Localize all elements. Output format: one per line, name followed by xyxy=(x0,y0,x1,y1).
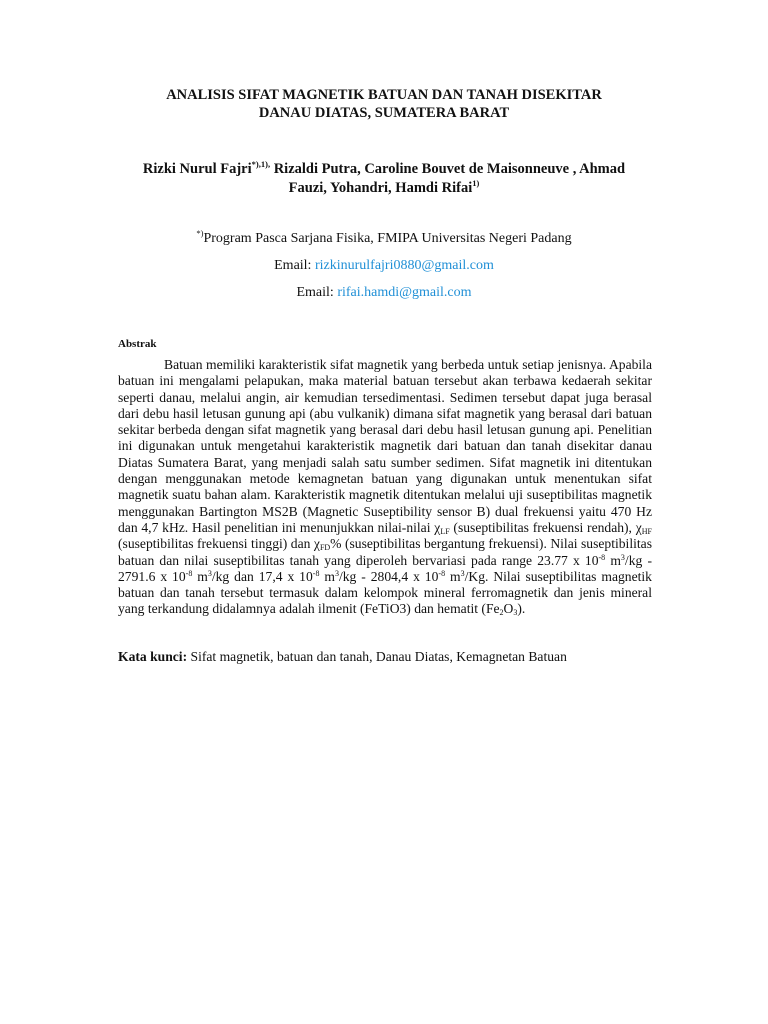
chi-fd-subscript: FD xyxy=(319,543,331,553)
authors-middle: Rizaldi Putra, Caroline Bouvet de Maisonneuve , Ahmad xyxy=(270,161,626,177)
email-label: Email: xyxy=(274,258,315,273)
hematite-o: O xyxy=(503,601,514,617)
author-first: Rizki Nurul Fajri xyxy=(142,161,252,177)
chi-lf-subscript: LF xyxy=(440,526,450,536)
abstract-text-8: /Kg. Nilai suseptibilitas magnetik batuan dan tanah tersebut termasuk dalam kelompok mineral ferromagnetik dan jenis mineral yang terkandung didalamnya adalah ilmenit (FeTiO3) dan hematit (Fe xyxy=(118,568,652,617)
unit-m: m xyxy=(605,552,621,568)
chi-hf-subscript: HF xyxy=(641,526,652,536)
chi-symbol: χ xyxy=(434,519,441,535)
affiliation xyxy=(118,230,650,248)
keywords-text: Sifat magnetik, batuan dan tanah, Danau Diatas, Kemagnetan Batuan xyxy=(187,649,567,664)
paper-title xyxy=(118,86,650,122)
affiliation-text: Program Pasca Sarjana Fisika, FMIPA Universitas Negeri Padang xyxy=(203,231,572,246)
chi-symbol: χ xyxy=(313,536,320,552)
hematite-subscript-2: 2 xyxy=(499,608,504,618)
abstract-text-5: /kg - 2791.6 x 10 xyxy=(118,552,652,584)
abstract-body xyxy=(118,357,652,618)
email-link-2[interactable]: rifai.hamdi@gmail.com xyxy=(337,285,472,300)
email-line-2 xyxy=(118,284,650,302)
abstract-heading: Abstrak xyxy=(118,338,157,350)
unit-cube: 3 xyxy=(207,568,212,578)
abstract-text-4: % (suseptibilitas bergantung frekuensi). Nilai suseptibilitas batuan dan nilai suseptibilitas tanah yang diperoleh bervariasi pada range 23.77 x 10 xyxy=(118,536,652,568)
abstract-text-2: (suseptibilitas frekuensi rendah), xyxy=(449,519,636,535)
exponent: -8 xyxy=(312,568,320,578)
unit-m: m xyxy=(445,568,461,584)
abstract-text-6: /kg dan 17,4 x 10 xyxy=(211,568,313,584)
chi-symbol: χ xyxy=(635,519,642,535)
unit-m: m xyxy=(192,568,208,584)
abstract-text-7: /kg - 2804,4 x 10 xyxy=(338,568,439,584)
abstract-text-3: (suseptibilitas frekuensi tinggi) dan xyxy=(118,536,314,552)
title-line-2: DANAU DIATAS, SUMATERA BARAT xyxy=(258,105,510,121)
author-last-mark: 1) xyxy=(472,178,480,188)
author-first-mark: *),1), xyxy=(251,159,271,169)
email-link-1[interactable]: rizkinurulfajri0880@gmail.com xyxy=(314,258,494,273)
exponent: -8 xyxy=(598,552,606,562)
unit-cube: 3 xyxy=(620,552,625,562)
keywords xyxy=(118,648,652,665)
unit-cube: 3 xyxy=(334,568,339,578)
exponent: -8 xyxy=(185,568,193,578)
exponent: -8 xyxy=(438,568,446,578)
author-list xyxy=(118,160,650,198)
keywords-label: Kata kunci: xyxy=(118,649,188,664)
abstract-text-1: Batuan memiliki karakteristik sifat magnetik yang berbeda untuk setiap jenisnya. Apabila batuan ini mengalami pelapukan, maka material batuan tersebut akan terbawa kedaerah sekitar seperti danau, melalui angin, air kemudian tersedimentasi. Sedimen tersebut dapat juga berasal dari debu hasil letusan gunung api (abu vulkanik) dimana sifat magnetik yang berasal dari batuan sekitar berbeda dengan sifat magnetik yang berasal dari debu hasil letusan gunung api. Penelitian ini digunakan untuk mengetahui karakteristik magnetik dari batuan dan tanah disekitar danau Diatas Sumatera Barat, yang menjadi salah satu sumber sedimen. Sifat magnetik ini ditentukan dengan menggunakan metode kemagnetan batuan yang digunakan untuk menentukan sifat magnetik suatu bahan alam. Karakteristik magnetik ditentukan melalui uji suseptibilitas magnetik menggunakan Bartington MS2B (Magnetic Suseptibility sensor B) dual frekuensi yaitu 470 Hz dan 4,7 kHz. Hasil penelitian ini menunjukkan nilai-nilai xyxy=(118,357,652,535)
abstract-text-9: ). xyxy=(517,601,526,617)
unit-cube: 3 xyxy=(460,568,465,578)
hematite-subscript-3: 3 xyxy=(513,608,518,618)
email-line-1 xyxy=(118,257,650,275)
title-line-1: ANALISIS SIFAT MAGNETIK BATUAN DAN TANAH DISEKITAR xyxy=(166,87,602,103)
email-label: Email: xyxy=(296,285,338,300)
unit-m: m xyxy=(319,568,335,584)
authors-line-2: Fauzi, Yohandri, Hamdi Rifai xyxy=(288,180,473,196)
affiliation-mark: *) xyxy=(196,228,204,238)
